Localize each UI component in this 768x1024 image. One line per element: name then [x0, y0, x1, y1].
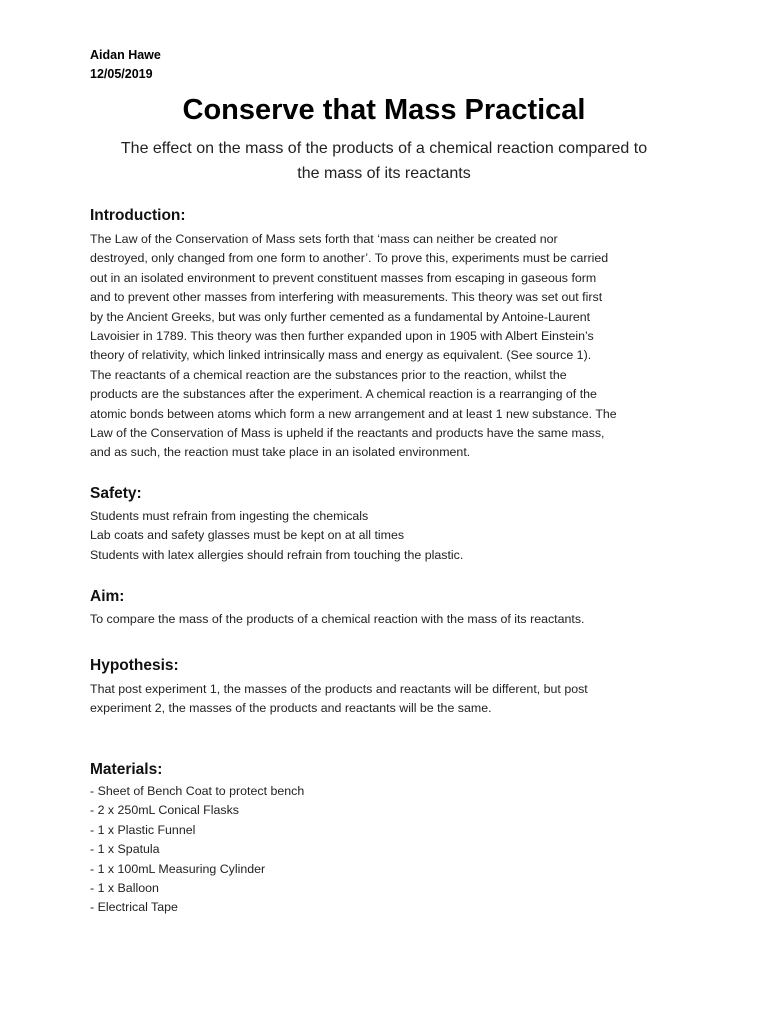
hypothesis-line: experiment 2, the masses of the products and reactants will be the same.	[90, 701, 492, 716]
hypothesis-line: That post experiment 1, the masses of the products and reactants will be different, but post	[90, 682, 588, 696]
page-subtitle	[84, 136, 684, 186]
materials-item: - 2 x 250mL Conical Flasks	[90, 803, 239, 818]
introduction-line: and to prevent other masses from interfering with measurements. This theory was set out first	[90, 290, 603, 305]
hypothesis-heading: Hypothesis:	[90, 657, 179, 674]
page-title: Conserve that Mass Practical	[182, 94, 586, 126]
introduction-line: Law of the Conservation of Mass is upheld if the reactants and products have the same mass,	[90, 426, 605, 441]
safety-body	[90, 507, 690, 565]
aim-body	[90, 610, 690, 629]
materials-item: - 1 x 100mL Measuring Cylinder	[90, 861, 266, 876]
introduction-line: destroyed, only changed from one form to another’. To prove this, experiments must be carried	[90, 251, 609, 266]
materials-item: - 1 x Spatula	[90, 842, 160, 857]
author-name: Aidan Hawe	[90, 48, 161, 62]
introduction-line: out in an isolated environment to prevent constituent masses from escaping in gaseous form	[90, 270, 597, 285]
aim-line: To compare the mass of the products of a chemical reaction with the mass of its reactants.	[90, 612, 585, 626]
materials-heading: Materials:	[90, 761, 163, 778]
introduction-line: by the Ancient Greeks, but was only further cemented as a fundamental by Antoine-Laurent	[90, 309, 591, 324]
materials-item: - Sheet of Bench Coat to protect bench	[90, 784, 305, 798]
introduction-line: The reactants of a chemical reaction are the substances prior to the reaction, whilst the	[90, 367, 567, 382]
introduction-line: theory of relativity, which linked intrinsically mass and energy as equivalent. (See source 1).	[90, 348, 592, 363]
safety-line: Students must refrain from ingesting the chemicals	[90, 509, 369, 523]
safety-line: Students with latex allergies should refrain from touching the plastic.	[90, 547, 464, 562]
safety-line: Lab coats and safety glasses must be kept on at all times	[90, 528, 405, 543]
materials-item: - Electrical Tape	[90, 900, 178, 915]
author-block	[90, 46, 161, 84]
safety-heading: Safety:	[90, 485, 142, 502]
materials-item: - 1 x Plastic Funnel	[90, 822, 196, 837]
introduction-line: The Law of the Conservation of Mass sets forth that ‘mass can neither be created nor	[90, 232, 558, 246]
introduction-line: products are the substances after the experiment. A chemical reaction is a rearranging of the	[90, 387, 597, 402]
materials-list	[90, 782, 690, 918]
subtitle-line: the mass of its reactants	[297, 165, 471, 182]
introduction-heading: Introduction:	[90, 207, 186, 224]
introduction-body	[90, 230, 690, 463]
subtitle-line: The effect on the mass of the products of a chemical reaction compared to	[120, 140, 648, 157]
aim-heading: Aim:	[90, 588, 125, 605]
hypothesis-body	[90, 680, 690, 719]
introduction-line: and as such, the reaction must take place in an isolated environment.	[90, 445, 471, 460]
materials-item: - 1 x Balloon	[90, 881, 159, 896]
introduction-line: Lavoisier in 1789. This theory was then further expanded upon in 1905 with Albert Einstein’s	[90, 329, 594, 344]
author-date: 12/05/2019	[90, 67, 153, 81]
introduction-line: atomic bonds between atoms which form a new arrangement and at least 1 new substance. The	[90, 406, 617, 421]
